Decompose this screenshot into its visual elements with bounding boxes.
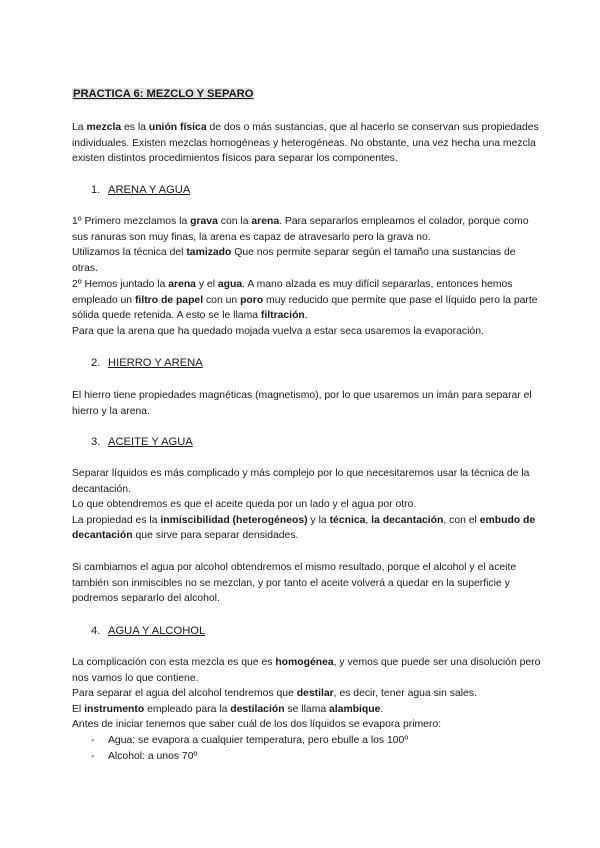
list-bullet: -	[91, 751, 95, 762]
section-title: ACEITE Y AGUA	[108, 436, 193, 448]
paragraph-filtracion: 2º Hemos juntado la arena y el agua. A mano alzada es muy difícil separarlas, entonces hemos empleado un filtro de papel con un poro muy reducido que permite que pase el líquido pero la parte sólida quede retenida. A esto se le llama filtración. Para que la arena que ha quedado mojada vuelva a estar seca usaremos la evaporación.	[72, 279, 538, 337]
section-number: 2.	[91, 357, 101, 369]
paragraph-alcohol-aceite: Si cambiamos el agua por alcohol obtendremos el mismo resultado, porque el alcohol y el aceite también son inmiscibles no se mezclan, y por tanto el aceite volverá a quedar en la superficie y podremos separarlo del alcohol.	[72, 562, 517, 604]
list-item-text: Alcohol: a unos 70º	[108, 751, 198, 762]
section-number: 3.	[91, 436, 101, 448]
section-heading-hierro-arena	[91, 355, 203, 371]
list-item	[91, 749, 197, 765]
section-number: 4.	[91, 625, 101, 637]
section-number: 1.	[91, 184, 101, 196]
page-title: PRACTICA 6: MEZCLO Y SEPARO	[73, 88, 254, 100]
section-title: AGUA Y ALCOHOL	[108, 625, 206, 637]
section-heading-arena-agua	[91, 182, 190, 198]
section-heading-aceite-agua	[91, 434, 193, 450]
section-title: ARENA Y AGUA	[108, 184, 191, 196]
intro-paragraph: La mezcla es la unión física de dos o más sustancias, que al hacerlo se conservan sus propiedades individuales. Existen mezclas homogéneas y heterogéneas. No obstante, una vez hecha una mezcla existen distintos procedimientos físicos para separar los componentes.	[72, 122, 539, 164]
paragraph-grava-arena: 1º Primero mezclamos la grava con la arena. Para separarlos empleamos el colador, porque como sus ranuras son muy finas, la arena es capaz de atravesarlo pero la grava no. Utilizamos la técnica del tamizado Que nos permite separar según el tamaño una sustancias de otras.	[72, 216, 529, 274]
list-item	[91, 733, 408, 749]
paragraph-destilacion: La complicación con esta mezcla es que es homogénea, y vemos que puede ser una disolución pero nos vamos lo que contiene. Para separar el agua del alcohol tendremos que destilar, es decir, tener agua sin sales. El instrumento empleado para la destilación se llama alambique. Antes de iniciar tenemos que saber cuál de los dos líquidos se evapora primero:	[72, 657, 541, 730]
paragraph-decantacion: Separar líquidos es más complicado y más complejo por lo que necesitaremos usar la técnica de la decantación. Lo que obtendremos es que el aceite queda por un lado y el agua por otro. La propiedad es la inmiscibilidad (heterogéneos) y la técnica, la decantación, con el embudo de decantación que sirve para separar densidades.	[72, 468, 536, 541]
section-title: HIERRO Y ARENA	[108, 357, 203, 369]
list-bullet: -	[91, 735, 95, 746]
list-item-text: Agua: se evapora a cualquier temperatura, pero ebulle a los 100º	[108, 735, 409, 746]
paragraph-magnetismo: El hierro tiene propiedades magnéticas (magnetismo), por lo que usaremos un imán para separar el hierro y la arena.	[72, 390, 532, 417]
section-heading-agua-alcohol	[91, 623, 205, 639]
